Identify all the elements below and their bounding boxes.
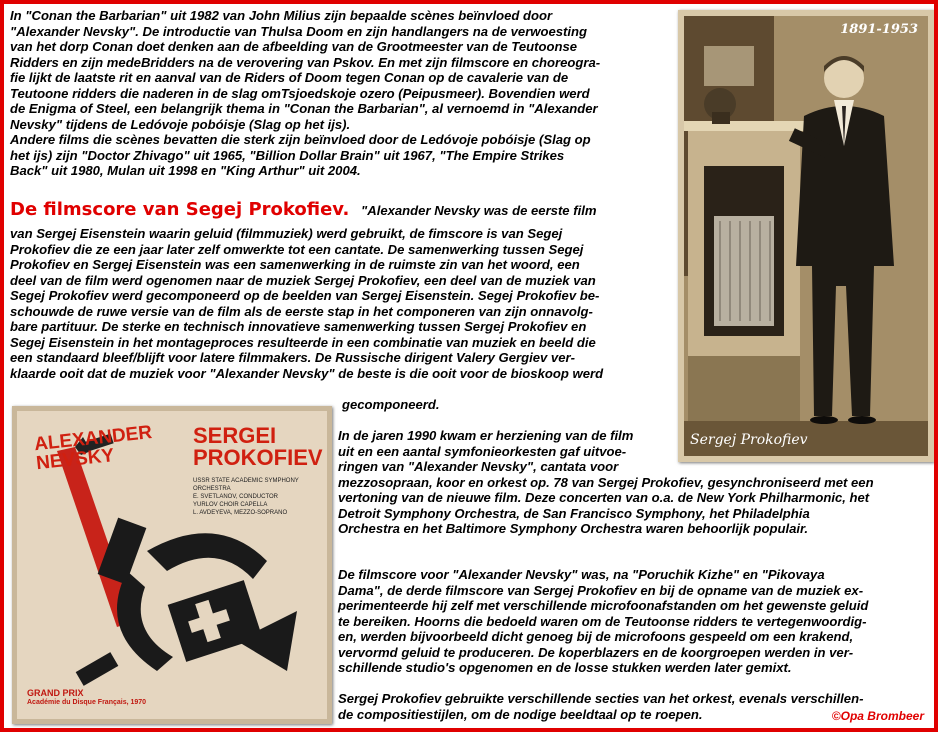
text-line: de compositiestijlen, om de nodige beeldtaal op te roepen.: [338, 706, 703, 722]
album-composer-last: PROKOFIEV: [193, 445, 323, 470]
composer-photo: [678, 10, 934, 462]
text-line: van het dorp Conan doet denken aan de afbeelding van de Grootmeester van de Teutoonse: [10, 39, 578, 54]
text-line: Back" uit 1980, Mulan uit 1998 en "King Arthur" uit 2004.: [10, 163, 361, 178]
text-line: van Sergej Eisenstein waarin geluid (filmmuziek) werd gebruikt, de fimscore is van Segej: [10, 226, 563, 241]
award-title: GRAND PRIX: [27, 688, 84, 698]
text-line: Segej Prokofiev werd gecomponeerd op de beelden van Sergej Eisenstein. Segej Prokofiev be-: [10, 288, 600, 303]
album-cover-art: [17, 411, 327, 719]
text-line: ringen van "Alexander Nevsky", cantata voor: [338, 459, 619, 474]
section-heading: De filmscore van Segej Prokofiev.: [10, 199, 350, 220]
credit-line: E. SVETLANOV, CONDUCTOR: [193, 494, 279, 500]
credit-line: L. AVDEYEVA, MEZZO-SOPRANO: [193, 510, 288, 516]
photo-illustration: [684, 16, 928, 456]
text-line: Detroit Symphony Orchestra, de San Francisco Symphony, het Philadelphia: [338, 505, 810, 521]
text-line: In "Conan the Barbarian" uit 1982 van John Milius zijn bepaalde scènes beïnvloed door: [10, 8, 553, 23]
album-title: ALEXANDER NEVSKY: [33, 422, 154, 475]
text-line: Segej Eisenstein in het montageproces resulteerde in een combinatie van muziek en beeld die: [10, 334, 596, 350]
text-line: klaarde ooit dat de muziek voor "Alexander Nevsky" de beste is die ooit voor de bioskoop werd: [10, 365, 604, 381]
text-line: "Alexander Nevsky". De introductie van Thulsa Doom en zijn handlangers na de verwoesting: [10, 23, 588, 39]
text-line: Prokofiev en Sergej Eisenstein was een samenwerking in de ruimste zin van het woord, een: [10, 257, 580, 272]
album-composer: [193, 423, 323, 470]
album-composer-first: SERGEI: [193, 423, 277, 448]
text-line: fie lijkt de laatste rit en aanval van de Riders of Doom tegen Conan op de cavalerie van de: [10, 70, 569, 85]
album-cover: [12, 406, 332, 724]
text-line: het ijs) zijn "Doctor Zhivago" uit 1965, "Billion Dollar Brain" uit 1967, "The Empire Strikes: [10, 147, 565, 163]
text-line: vertoning van de nieuwe film. Deze concerten van o.a. de New York Philharmonic, het: [338, 490, 870, 505]
photo-years: 1891-1953: [840, 22, 918, 37]
text-line: de Enigma of Steel, een belangrijk thema in "Conan the Barbarian", al vernoemd in "Alexander: [10, 101, 598, 116]
award-sub: Académie du Disque Français, 1970: [27, 699, 147, 706]
photo-caption: Sergej Prokofiev: [690, 432, 808, 448]
text-line: bare partituur. De sterke en technisch innovatieve samenwerking tussen Sergej Prokofiev en: [10, 319, 587, 334]
album-award: [27, 689, 167, 707]
album-credits: [193, 477, 323, 517]
text-line: Dama", de derde filmscore van Sergej Prokofiev en bij de opname van de muziek ex-: [338, 582, 864, 598]
text-line: In de jaren 1990 kwam er herziening van de film: [338, 428, 634, 443]
text-line: Teutoone ridders die naderen in de slag omTsjoedskoje ozero (Peipusmeer). Bovendien werd: [10, 85, 590, 101]
text-line: perimenteerde hij zelf met verschillende microfoonafstanden om het gewenste geluid: [338, 598, 869, 613]
credit-line: YURLOV CHOIR CAPELLA: [193, 502, 268, 508]
text-line: uit en een aantal symfonieorkesten gaf uitvoe-: [338, 443, 627, 459]
section-first-line: "Alexander Nevsky was de eerste film: [361, 203, 597, 218]
copyright-mark: ©Opa Brombeer: [831, 709, 924, 723]
text-line: deel van de film werd ogenomen naar de muziek Sergej Prokofiev, een deel van de muziek van: [10, 272, 596, 288]
text-line: Nevsky" tijdens de Ledóvoje pobóisje (Slag op het ijs).: [10, 116, 351, 132]
text-line: Prokofiev die ze een jaar later zelf omwerkte tot een cantate. De samenwerking tussen Segej: [10, 241, 584, 257]
text-line: De filmscore voor "Alexander Nevsky" was, na "Poruchik Kizhe" en "Pikovaya: [338, 567, 825, 582]
text-line: Sergej Prokofiev gebruikte verschillende secties van het orkest, evenals verschillen-: [338, 691, 864, 706]
text-line: en, werden bijvoorbeeld dicht genoeg bij de microfoons gespeeld om een krakend,: [338, 629, 854, 644]
photo-image: [684, 16, 928, 456]
text-line: een standaard bleef/blijft voor latere filmmakers. De Russische dirigent Valery Gergiev ver-: [10, 350, 575, 365]
filmscore-end-line: gecomponeerd.: [342, 397, 440, 412]
text-line: te bereiken. Hoorns die bedoeld waren om de Teutoonse ridders te vertegenwoordig-: [338, 613, 867, 629]
section-header-line: [10, 199, 680, 220]
text-line: schillende studio's opgenomen en de losse stukken werden later gemixt.: [338, 660, 792, 675]
text-line: Andere films die scènes bevatten die sterk zijn beïnvloed door de Ledóvoje pobóisje (Slag op: [10, 132, 591, 147]
filmscore-paragraph: [10, 226, 680, 381]
text-line: schouwde de ruwe versie van de film als de eerste stap in het componeren van zijn onnavolg-: [10, 303, 593, 319]
credit-line: USSR STATE ACADEMIC SYMPHONY ORCHESTRA: [193, 478, 299, 492]
intro-paragraph: [10, 8, 675, 179]
text-line: Orchestra en het Baltimore Symphony Orchestra waren behoorlijk populair.: [338, 521, 809, 536]
text-line: vervormd geluid te produceren. De koperblazers en de koorgroepen werden in ver-: [338, 644, 854, 660]
text-line: Ridders en zijn medeBridders na de verovering van Pskov. En met zijn filmscore en choreogra-: [10, 54, 601, 70]
recording-paragraph: [338, 567, 938, 676]
text-line: mezzosopraan, koor en orkest op. 78 van Sergej Prokofiev, gesynchroniseerd met een: [338, 474, 874, 490]
